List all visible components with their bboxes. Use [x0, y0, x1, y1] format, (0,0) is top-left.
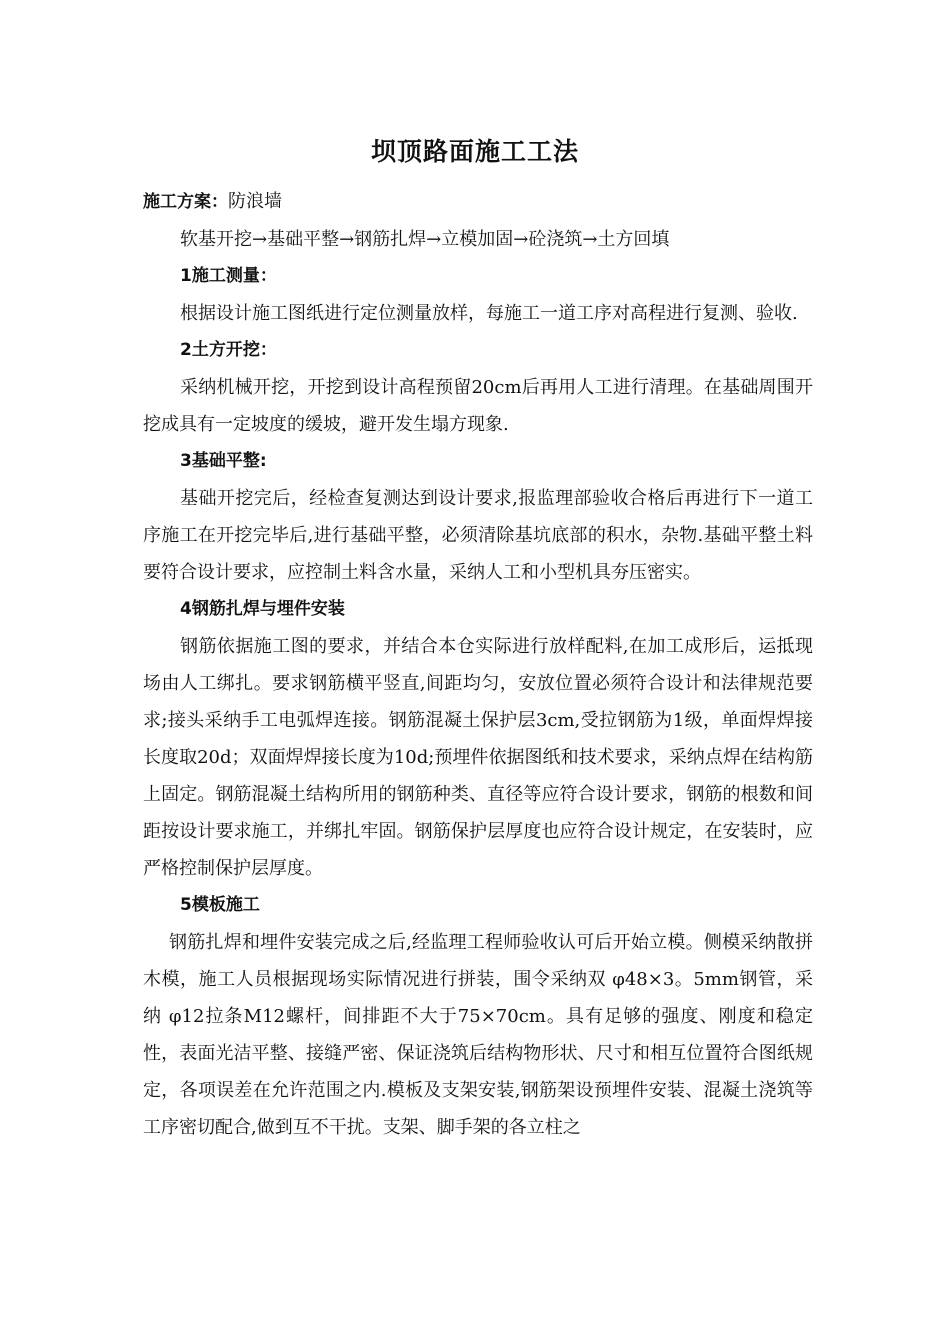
section-heading-foundation: 3基础平整: — [180, 451, 267, 471]
plan-label: 施工方案： — [143, 192, 228, 212]
section-heading-survey: 1施工测量： — [180, 266, 277, 286]
plan-value: 防浪墙 — [228, 191, 282, 212]
section-heading-formwork: 5模板施工 — [180, 895, 260, 915]
section-body-rebar: 钢筋依据施工图的要求，并结合本仓实际进行放样配料,在加工成形后，运抵现场由人工绑扎。要求钢筋横平竖直,间距均匀，安放位置必须符合设计和法律规范要求;接头采纳手工电弧焊连接。钢筋混凝土保护层3cm,受拉钢筋为1级，单面焊焊接长度取20d；双面焊焊接长度为10d;预埋件依据图纸和技术要求，采纳点焊在结构筋上固定。钢筋混凝土结构所用的钢筋种类、直径等应符合设计要求，钢筋的根数和间距按设计要求施工，并绑扎牢固。钢筋保护层厚度也应符合设计规定，在安装时，应严格控制保护层厚度。 — [143, 636, 813, 879]
document-body — [143, 183, 813, 1146]
section-body-excavation: 采纳机械开挖，开挖到设计高程预留20cm后再用人工进行清理。在基础周围开挖成具有一定坡度的缓坡，避开发生塌方现象. — [143, 377, 813, 435]
process-flow: 软基开挖→基础平整→钢筋扎焊→立模加固→砼浇筑→土方回填 — [180, 229, 670, 250]
document-title: 坝顶路面施工工法 — [370, 137, 579, 166]
section-body-formwork: 钢筋扎焊和埋件安装完成之后,经监理工程师验收认可后开始立模。侧模采纳散拼木模，施工人员根据现场实际情况进行拼装，围令采纳双 φ48×3。5mm钢管，采纳 φ12拉条M12螺杆，间排距不大于75×70cm。具有足够的强度、刚度和稳定性，表面光洁平整、接缝严密、保证浇筑后结构物形状、尺寸和相互位置符合图纸规定，各项误差在允许范围之内.模板及支架安装,钢筋架设预埋件安装、混凝土浇筑等工序密切配合,做到互不干扰。支架、脚手架的各立柱之 — [143, 932, 813, 1138]
plan-line — [143, 183, 813, 221]
section-heading-rebar: 4钢筋扎焊与埋件安装 — [180, 599, 345, 619]
section-body-survey: 根据设计施工图纸进行定位测量放样，每施工一道工序对高程进行复测、验收. — [180, 303, 798, 324]
section-body-foundation: 基础开挖完后，经检查复测达到设计要求,报监理部验收合格后再进行下一道工序施工在开挖完毕后,进行基础平整，必须清除基坑底部的积水，杂物.基础平整土料要符合设计要求，应控制土料含水量，采纳人工和小型机具夯压密实。 — [143, 488, 813, 583]
section-heading-excavation: 2土方开挖： — [180, 340, 277, 360]
